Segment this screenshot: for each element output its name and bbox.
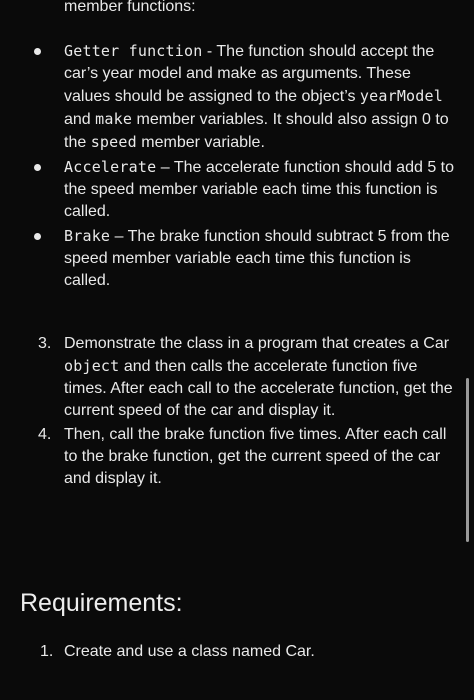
bullet-dot-icon (34, 164, 41, 171)
list-item-getter (64, 40, 456, 154)
code-getter-function: Getter function (64, 42, 203, 60)
text-segment: member variable. (136, 134, 265, 151)
step-number: 4. (38, 426, 52, 443)
code-brake: Brake (64, 227, 111, 245)
code-make: make (95, 110, 133, 128)
text-segment: and (64, 111, 96, 128)
step-number: 3. (38, 335, 52, 352)
text-segment: - The function should accept the car’s year model and make as arguments. These values should be assigned to the object’s (64, 43, 435, 105)
text-segment: Then, call the brake function five times. After each call to the brake function, get the current speed of the car and display it. (64, 426, 447, 487)
text-segment: member variables. It should also assign 0 to the (64, 111, 449, 151)
requirement-number: 1. (40, 643, 54, 660)
requirement-text: Create and use a class named Car. (64, 643, 315, 660)
text-segment: – The accelerate function should add 5 to the speed member variable each time this function is called. (64, 159, 454, 220)
requirements-heading: Requirements: (20, 589, 183, 617)
intro-text: member functions: (64, 0, 196, 15)
bullet-dot-icon (34, 233, 41, 240)
member-function-list (64, 40, 456, 294)
code-accelerate: Accelerate (64, 158, 157, 176)
list-item-step-4 (38, 424, 456, 490)
list-item-step-3 (38, 333, 456, 422)
list-item-brake (64, 225, 456, 292)
code-object: object (64, 357, 120, 375)
scrollbar[interactable] (466, 378, 469, 542)
list-item-requirement-1 (40, 641, 456, 663)
code-yearmodel: yearModel (359, 87, 443, 105)
text-segment: Demonstrate the class in a program that creates a Car (64, 335, 450, 352)
code-speed: speed (90, 133, 137, 151)
list-item-accelerate (64, 156, 456, 223)
requirements-list (40, 641, 456, 663)
bullet-dot-icon (34, 48, 41, 55)
text-segment: – The brake function should subtract 5 from the speed member variable each time this function is called. (64, 228, 450, 289)
text-segment: and then calls the accelerate function five times. After each call to the accelerate function, get the current speed of the car and display it. (64, 358, 453, 419)
steps-list (38, 333, 456, 492)
